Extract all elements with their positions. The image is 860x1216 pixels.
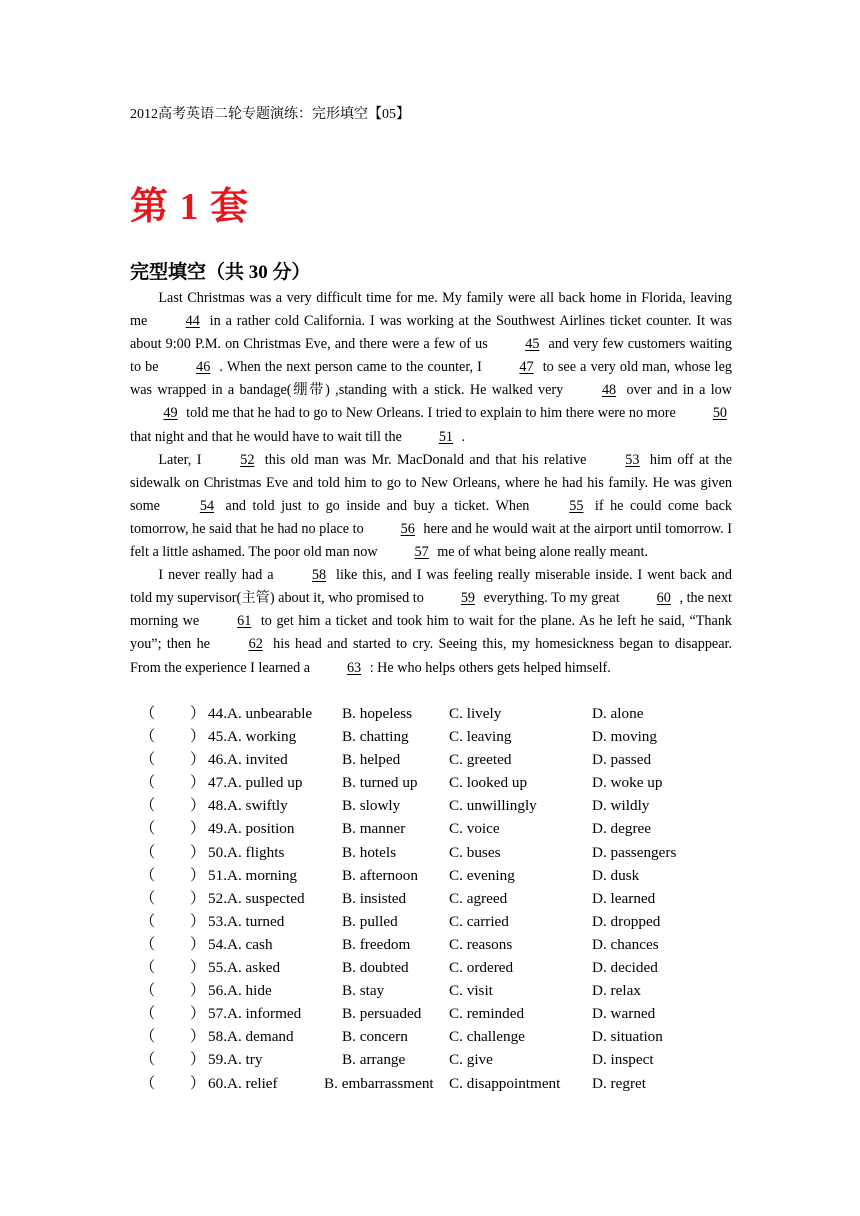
- option-a: 56.A. hide: [208, 982, 272, 1000]
- passage-text: told me that he had to go to New Orleans. I tried to explain to him there were no more: [182, 405, 680, 422]
- blank-50: 50: [712, 405, 727, 422]
- option-a: 44.A. unbearable: [208, 705, 313, 722]
- passage-text: everything. To my great: [480, 590, 624, 607]
- option-row: [130, 702, 732, 725]
- option-c: C. lively: [449, 705, 502, 722]
- option-a: 59.A. try: [208, 1051, 263, 1069]
- blank-47: 47: [519, 359, 534, 376]
- blank-58: 58: [311, 567, 327, 584]
- answer-paren-left: （: [140, 705, 156, 722]
- option-row: [130, 1002, 732, 1025]
- answer-paren-left: （: [140, 797, 156, 815]
- option-b: B. insisted: [342, 889, 407, 907]
- blank-63: 63: [346, 659, 362, 676]
- answer-paren-right: ）: [190, 1028, 206, 1046]
- passage-text: here and he would wait at the airport until tomorrow. I felt a little ashamed. The poor old man now: [130, 520, 733, 561]
- option-d: D. learned: [592, 889, 656, 907]
- option-c: C. disappointment: [449, 1074, 561, 1092]
- passage-text: Later, I: [158, 451, 207, 468]
- answer-paren-left: （: [140, 843, 156, 861]
- answer-paren-right: ）: [190, 751, 206, 769]
- option-row: [130, 794, 732, 817]
- option-row: [130, 841, 732, 864]
- option-d: D. degree: [592, 820, 652, 838]
- option-c: C. agreed: [449, 889, 508, 907]
- option-a: 50.A. flights: [208, 843, 285, 861]
- option-b: B. arrange: [342, 1051, 406, 1069]
- option-b: B. manner: [342, 820, 406, 838]
- answer-paren-left: （: [140, 982, 156, 1000]
- option-c: C. evening: [449, 866, 515, 884]
- option-b: B. doubted: [342, 959, 409, 977]
- passage-text: in a rather cold California. I was working at the Southwest Airlines ticket counter. It was about 9:00 P.M. on Christmas Eve, and there were a few of us: [130, 313, 732, 353]
- option-a: 51.A. morning: [208, 866, 298, 884]
- option-b: B. hopeless: [342, 705, 413, 722]
- answer-paren-right: ）: [190, 866, 206, 884]
- option-c: C. visit: [449, 982, 493, 1000]
- option-c: C. give: [449, 1051, 493, 1069]
- option-c: C. unwillingly: [449, 797, 537, 815]
- option-row: [130, 771, 732, 794]
- option-row: [130, 817, 732, 840]
- option-a: 48.A. swiftly: [208, 797, 288, 815]
- answer-paren-right: ）: [190, 982, 206, 1000]
- passage-text: if he could come back tomorrow, he said that he had no place to: [130, 497, 732, 537]
- option-c: C. looked up: [449, 774, 528, 792]
- answer-paren-right: ）: [190, 728, 206, 746]
- option-d: D. inspect: [592, 1051, 654, 1069]
- option-b: B. turned up: [342, 774, 418, 792]
- passage-text: him off at the sidewalk on Christmas Eve and told him to go to New Orleans, where he had his family. He was given some: [130, 451, 732, 514]
- answer-paren-right: ）: [190, 820, 206, 838]
- blank-55: 55: [569, 497, 584, 514]
- option-a: 52.A. suspected: [208, 889, 305, 907]
- option-c: C. leaving: [449, 728, 512, 746]
- answer-paren-left: （: [140, 959, 156, 977]
- option-c: C. voice: [449, 820, 500, 838]
- option-row: [130, 1025, 732, 1048]
- answer-paren-left: （: [140, 1074, 156, 1092]
- blank-61: 61: [237, 613, 252, 630]
- answer-paren-right: ）: [190, 935, 206, 953]
- option-row: [130, 1072, 732, 1095]
- answer-paren-left: （: [140, 1051, 156, 1069]
- blank-62: 62: [248, 636, 263, 653]
- answer-paren-left: （: [140, 889, 156, 907]
- option-b: B. concern: [342, 1028, 408, 1046]
- option-b: B. persuaded: [342, 1005, 422, 1023]
- option-d: D. moving: [592, 728, 657, 746]
- options-list: [130, 702, 732, 1095]
- passage-text: I never really had a: [158, 567, 279, 584]
- answer-paren-right: ）: [190, 843, 206, 861]
- option-a: 55.A. asked: [208, 959, 281, 977]
- option-d: D. regret: [592, 1074, 646, 1092]
- option-b: B. afternoon: [342, 866, 418, 884]
- passage-text: : He who helps others gets helped himself.: [366, 659, 611, 676]
- blank-52: 52: [240, 451, 255, 468]
- answer-paren-left: （: [140, 1005, 156, 1023]
- cloze-passage: [130, 287, 732, 680]
- answer-paren-right: ）: [190, 959, 206, 977]
- answer-paren-right: ）: [190, 797, 206, 815]
- option-c: C. challenge: [449, 1028, 525, 1046]
- answer-paren-left: （: [140, 774, 156, 792]
- passage-text: me of what being alone really meant.: [433, 544, 648, 561]
- passage-text: Last Christmas was a very difficult time for me. My family were all back home in Florida, leaving me: [130, 290, 732, 330]
- blank-44: 44: [185, 313, 200, 330]
- option-c: C. reminded: [449, 1005, 525, 1023]
- option-c: C. carried: [449, 912, 509, 930]
- blank-57: 57: [414, 544, 429, 561]
- answer-paren-left: （: [140, 728, 156, 746]
- option-d: D. passengers: [592, 843, 677, 861]
- passage-text: . When the next person came to the counter, I: [215, 359, 487, 376]
- passage-text: this old man was Mr. MacDonald and that his relative: [259, 451, 592, 468]
- option-row: [130, 864, 732, 887]
- option-b: B. stay: [342, 982, 385, 1000]
- passage-text: and very few customers waiting to be: [130, 336, 732, 376]
- option-d: D. passed: [592, 751, 652, 769]
- option-a: 54.A. cash: [208, 935, 273, 953]
- answer-paren-right: ）: [190, 705, 206, 722]
- option-b: B. freedom: [342, 935, 411, 953]
- option-d: D. warned: [592, 1005, 656, 1023]
- option-row: [130, 910, 732, 933]
- option-a: 57.A. informed: [208, 1005, 302, 1023]
- option-a: 60.A. relief: [208, 1074, 278, 1092]
- option-d: D. relax: [592, 982, 641, 1000]
- option-a: 47.A. pulled up: [208, 774, 303, 792]
- blank-48: 48: [601, 382, 617, 399]
- blank-46: 46: [196, 359, 211, 376]
- passage-paragraph-2: [130, 449, 732, 564]
- option-row: [130, 1048, 732, 1071]
- option-d: D. alone: [592, 705, 644, 722]
- blank-53: 53: [625, 451, 640, 468]
- option-b: B. hotels: [342, 843, 397, 861]
- passage-text: over and in a low: [621, 382, 732, 399]
- passage-text: that night and that he would have to wait till the: [130, 428, 406, 445]
- passage-text: .: [458, 428, 466, 445]
- answer-paren-right: ）: [190, 1074, 206, 1092]
- option-b: B. slowly: [342, 797, 401, 815]
- answer-paren-right: ）: [190, 1005, 206, 1023]
- option-c: C. greeted: [449, 751, 512, 769]
- option-a: 49.A. position: [208, 820, 295, 838]
- answer-paren-right: ）: [190, 1051, 206, 1069]
- answer-paren-left: （: [140, 751, 156, 769]
- blank-56: 56: [400, 520, 415, 537]
- passage-paragraph-1: [130, 287, 732, 449]
- blank-51: 51: [438, 428, 453, 445]
- passage-text: , the next morning we: [130, 590, 732, 630]
- option-a: 58.A. demand: [208, 1028, 294, 1046]
- option-d: D. woke up: [592, 774, 663, 792]
- answer-paren-left: （: [140, 935, 156, 953]
- option-b: B. helped: [342, 751, 401, 769]
- option-d: D. wildly: [592, 797, 650, 815]
- option-b: B. chatting: [342, 728, 409, 746]
- option-row: [130, 979, 732, 1002]
- option-d: D. dusk: [592, 866, 640, 884]
- option-row: [130, 887, 732, 910]
- section-title: 完型填空（共 30 分）: [130, 262, 311, 283]
- option-d: D. decided: [592, 959, 658, 977]
- option-b: B. embarrassment: [324, 1074, 434, 1092]
- answer-paren-left: （: [140, 820, 156, 838]
- blank-49: 49: [163, 405, 178, 422]
- passage-text: his head and started to cry. Seeing this, my homesickness began to disappear. From the experience I learned a: [130, 636, 732, 676]
- answer-paren-left: （: [140, 912, 156, 930]
- option-row: [130, 725, 732, 748]
- option-row: [130, 933, 732, 956]
- passage-paragraph-3: [130, 564, 732, 679]
- answer-paren-left: （: [140, 866, 156, 884]
- option-c: C. ordered: [449, 959, 514, 977]
- passage-text: to see a very old man, whose leg was wrapped in a bandage(绷带) ,standing with a stick. He walked very: [130, 359, 733, 399]
- option-a: 53.A. turned: [208, 912, 285, 930]
- answer-paren-right: ）: [190, 889, 206, 907]
- option-c: C. buses: [449, 843, 501, 861]
- blank-54: 54: [199, 497, 215, 514]
- option-d: D. situation: [592, 1028, 663, 1046]
- blank-60: 60: [656, 590, 671, 607]
- answer-paren-right: ）: [190, 912, 206, 930]
- page-header: 2012高考英语二轮专题演练：完形填空【05】: [130, 107, 410, 122]
- option-row: [130, 956, 732, 979]
- option-d: D. dropped: [592, 912, 661, 930]
- blank-45: 45: [525, 336, 540, 353]
- passage-text: like this, and I was feeling really miserable inside. I went back and told my supervisor(主管) about it, who promised to: [130, 567, 732, 607]
- option-a: 46.A. invited: [208, 751, 288, 769]
- passage-text: and told just to go inside and buy a ticket. When: [219, 497, 536, 514]
- option-a: 45.A. working: [208, 728, 297, 746]
- option-d: D. chances: [592, 935, 659, 953]
- option-row: [130, 748, 732, 771]
- answer-paren-right: ）: [190, 774, 206, 792]
- passage-text: to get him a ticket and took him to wait for the plane. As he left he said, “Thank you”; then he: [130, 613, 733, 653]
- set-title: 第 1 套: [130, 186, 250, 228]
- answer-paren-left: （: [140, 1028, 156, 1046]
- blank-59: 59: [460, 590, 475, 607]
- option-b: B. pulled: [342, 912, 398, 930]
- option-c: C. reasons: [449, 935, 513, 953]
